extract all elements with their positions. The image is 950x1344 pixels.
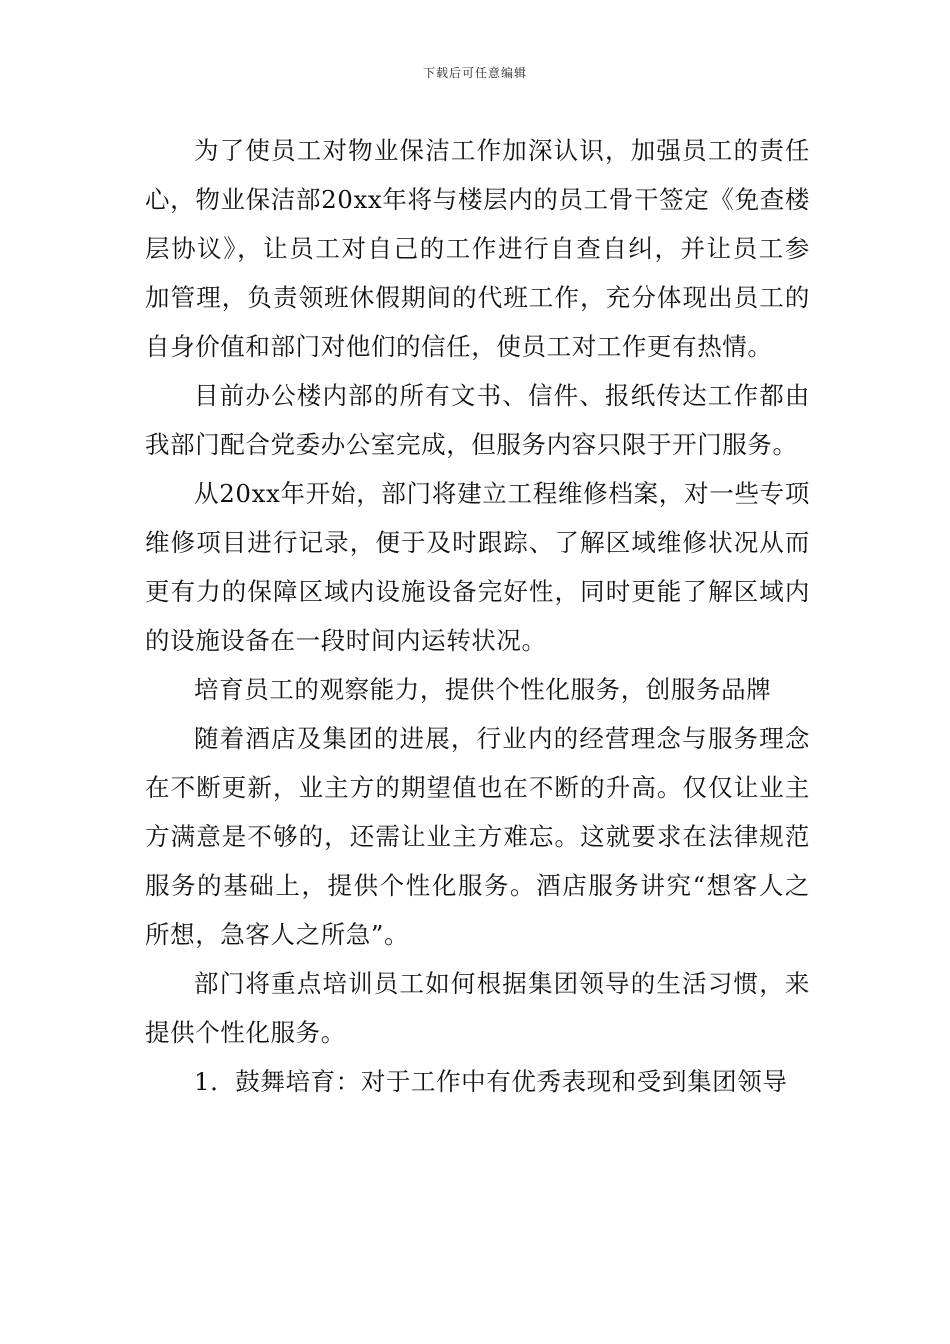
paragraph: 目前办公楼内部的所有文书、信件、报纸传达工作都由我部门配合党委办公室完成，但服务内容只限于开门服务。 bbox=[145, 381, 810, 459]
paragraph: 随着酒店及集团的进展，行业内的经营理念与服务理念在不断更新，业主方的期望值也在不断的升高。仅仅让业主方满意是不够的，还需让业主方难忘。这就要求在法律规范服务的基础上，提供个性化服务。酒店服务讲究“想客人之所想，急客人之所急”。 bbox=[145, 724, 810, 949]
header-note: 下载后可任意编辑 bbox=[422, 66, 527, 80]
document-body bbox=[145, 126, 810, 1106]
section-heading: 培育员工的观察能力，提供个性化服务，创服务品牌 bbox=[194, 675, 772, 704]
paragraph: 从20xx年开始，部门将建立工程维修档案，对一些专项维修项目进行记录，便于及时跟踪、了解区域维修状况从而更有力的保障区域内设施设备完好性，同时更能了解区域内的设施设备在一段时间内运转状况。 bbox=[145, 479, 810, 655]
paragraph: 部门将重点培训员工如何根据集团领导的生活习惯，来提供个性化服务。 bbox=[145, 969, 810, 1047]
paragraph: 为了使员工对物业保洁工作加深认识，加强员工的责任心，物业保洁部20xx年将与楼层内的员工骨干签定《免查楼层协议》，让员工对自己的工作进行自查自纠，并让员工参加管理，负责领班休假期间的代班工作，充分体现出员工的自身价值和部门对他们的信任，使员工对工作更有热情。 bbox=[145, 136, 810, 361]
list-item: 1．鼓舞培育：对于工作中有优秀表现和受到集团领导 bbox=[194, 1067, 788, 1096]
